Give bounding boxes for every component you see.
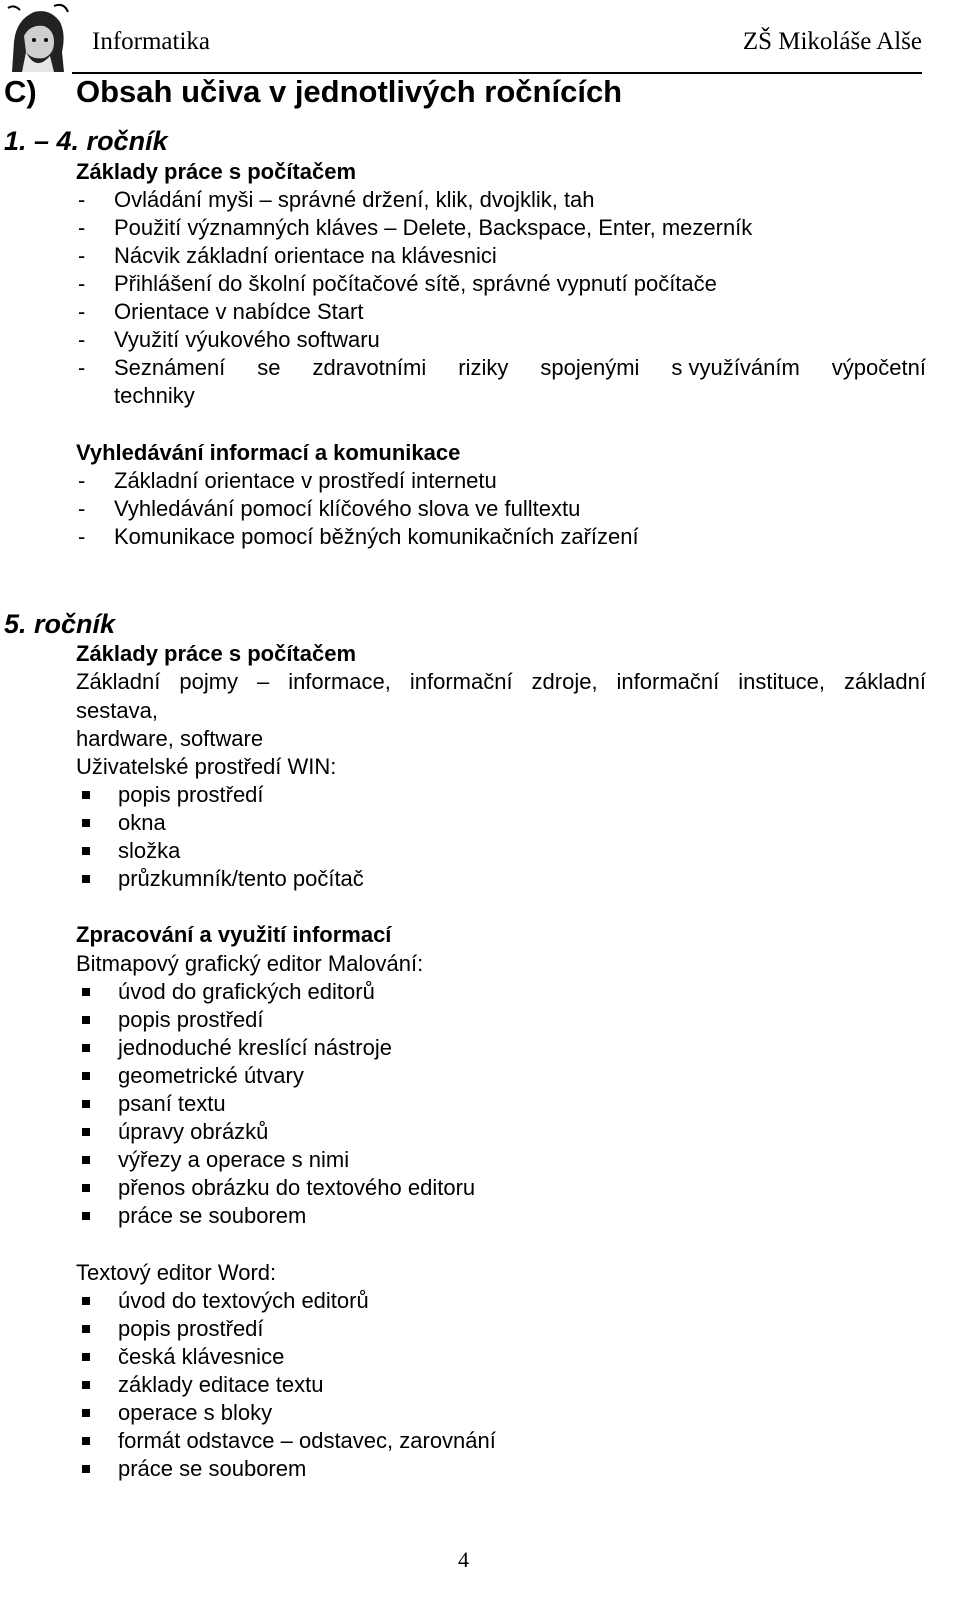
section-label: C) — [4, 74, 37, 109]
list-item-continuation: techniky — [114, 383, 195, 408]
page-header — [0, 0, 960, 80]
year-5-title: 5. ročník — [4, 609, 116, 639]
year-1-4-title: 1. – 4. ročník — [4, 126, 168, 156]
header-subject: Informatika — [92, 28, 211, 55]
env-label: Uživatelské prostředí WIN: — [76, 754, 337, 779]
year5-basics-heading: Základy práce s počítačem — [76, 641, 357, 666]
section-title: Obsah učiva v jednotlivých ročnících — [76, 74, 623, 109]
word-label: Textový editor Word: — [76, 1260, 277, 1285]
header-school: ZŠ Mikoláše Alše — [742, 28, 922, 55]
year1-search-heading: Vyhledávání informací a komunikace — [76, 440, 461, 465]
paragraph-line: hardware, software — [76, 726, 264, 751]
page-number: 4 — [458, 1547, 469, 1572]
year5-processing-heading: Zpracování a využití informací — [76, 922, 392, 947]
year1-basics-heading: Základy práce s počítačem — [76, 159, 357, 184]
portrait-logo-icon — [4, 2, 70, 74]
paragraph-line: Základní pojmy – informace, informační zdroje, informační instituce, základní — [76, 669, 926, 694]
paragraph-line: sestava, — [76, 698, 158, 723]
paint-label: Bitmapový grafický editor Malování: — [76, 951, 424, 976]
